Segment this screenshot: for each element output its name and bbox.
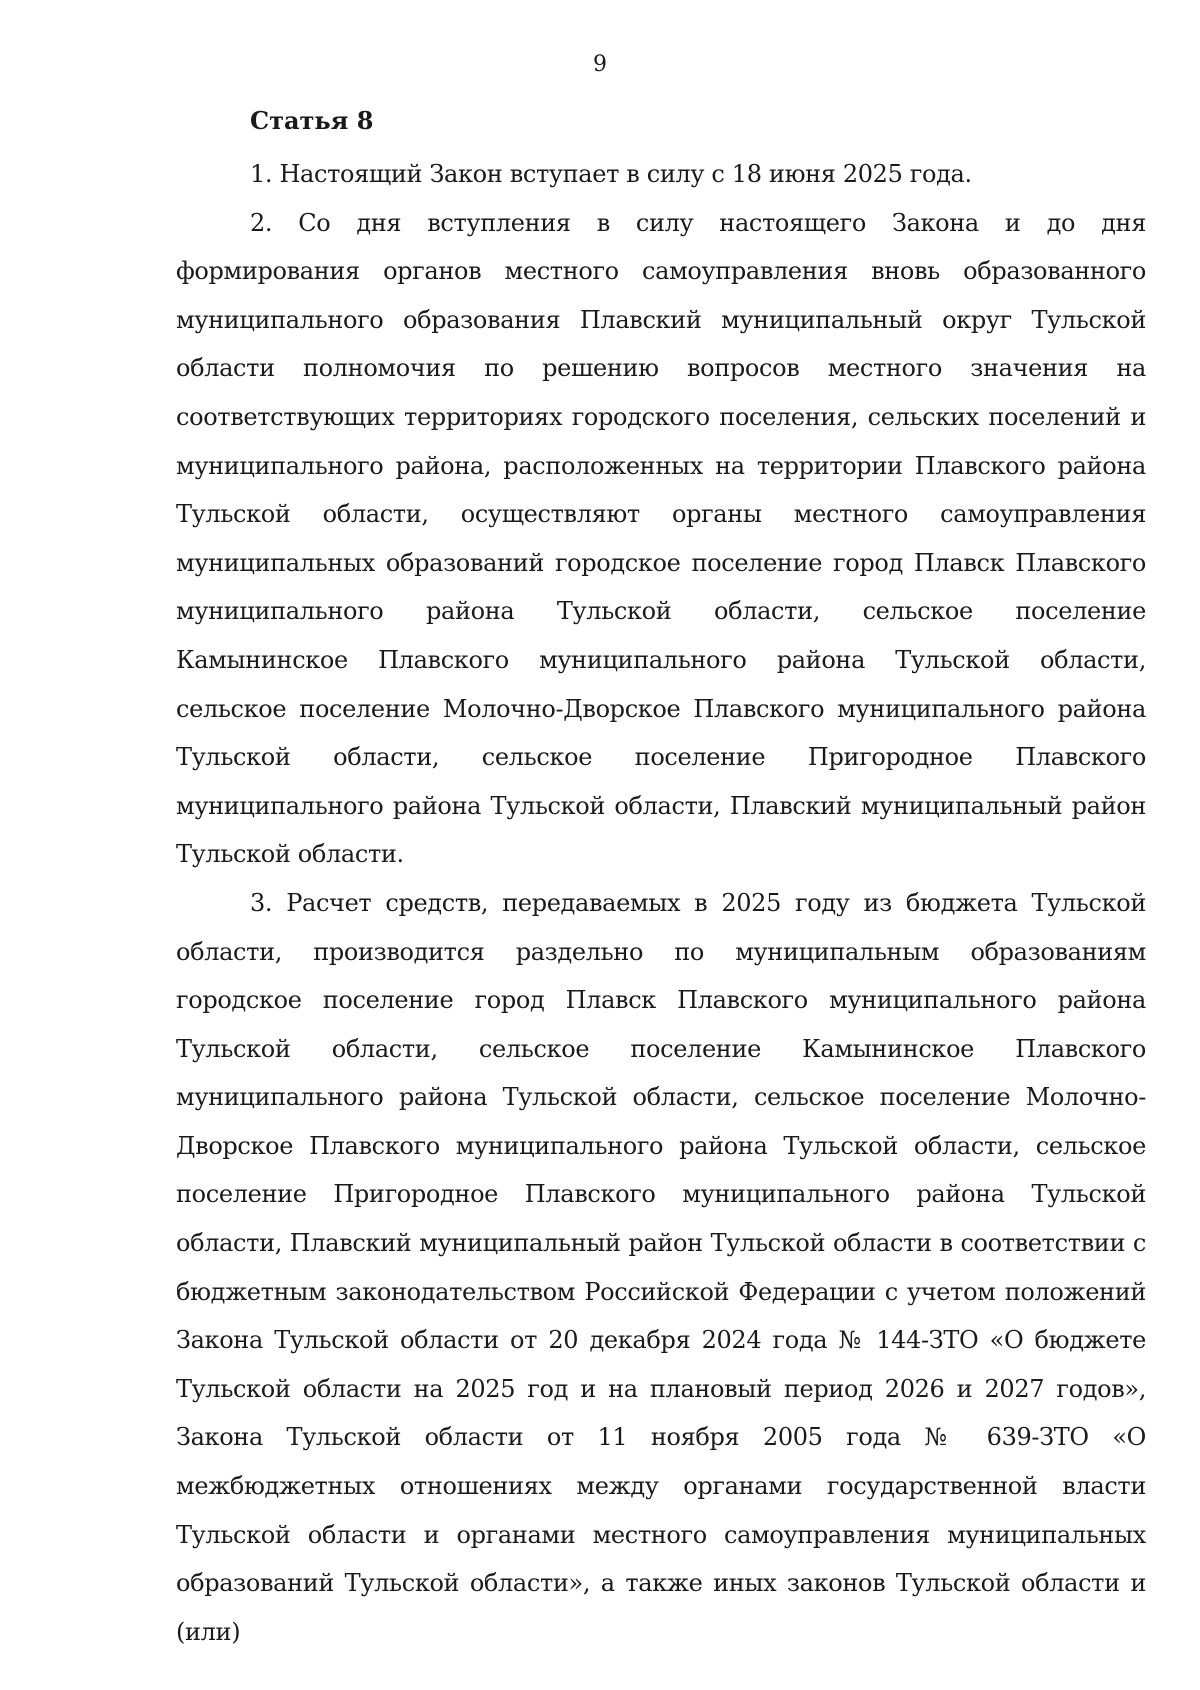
paragraph-1: 1. Настоящий Закон вступает в силу с 18 июня 2025 года. — [250, 160, 972, 188]
article-heading: Статья 8 — [250, 106, 374, 135]
paragraph-2: 2. Со дня вступления в силу настоящего Закона и до дня формирования органов местного самоуправления вновь образованного муниципального образования Плавский муниципальный округ Тульской области полномочия по решению вопросов местного значения на соответствующих территориях городского поселения, сельских поселений и муниципального района, расположенных на территории Плавского района Тульской области, осуществляют органы местного самоуправления муниципальных образований городское поселение город Плавск Плавского муниципального района Тульской области, сельское поселение Камынинское Плавского муниципального района Тульской области, сельское поселение Молочно-Дворское Плавского муниципального района Тульской области, сельское поселение Пригородное Плавского муниципального района Тульской области, Плавский муниципальный район Тульской области. — [176, 208, 1146, 869]
paragraph-3: 3. Расчет средств, передаваемых в 2025 году из бюджета Тульской области, производится раздельно по муниципальным образованиям городское поселение город Плавск Плавского муниципального района Тульской области, сельское поселение Камынинское Плавского муниципального района Тульской области, сельское поселение Молочно-Дворское Плавского муниципального района Тульской области, сельское поселение Пригородное Плавского муниципального района Тульской области, Плавский муниципальный район Тульской области в соответствии с бюджетным законодательством Российской Федерации с учетом положений Закона Тульской области от 20 декабря 2024 года № 144-ЗТО «О бюджете Тульской области на 2025 год и на плановый период 2026 и 2027 годов», Закона Тульской области от 11 ноября 2005 года № 639-ЗТО «О межбюджетных отношениях между органами государственной власти Тульской области и органами местного самоуправления муниципальных образований Тульской области», а также иных законов Тульской области и (или) — [176, 888, 1146, 1646]
page-number: 9 — [593, 52, 607, 77]
document-body — [176, 150, 1146, 1656]
